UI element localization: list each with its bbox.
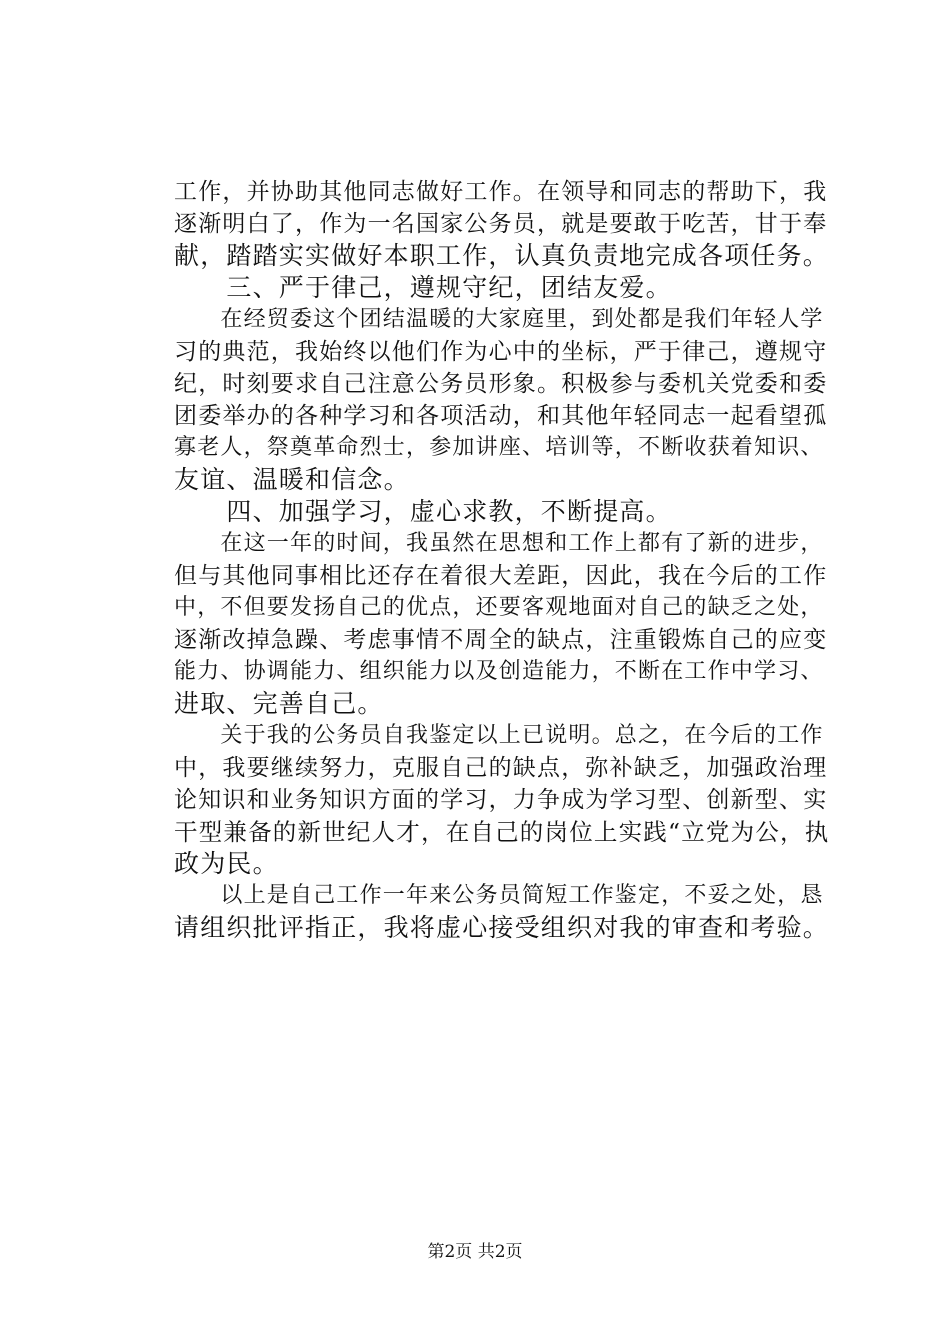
text-line: 中，我要继续努力，克服自己的缺点，弥补缺乏，加强政治理: [174, 755, 828, 781]
section-heading: 三、严于律己，遵规守纪，团结友爱。: [174, 273, 672, 302]
text-line: 关于我的公务员自我鉴定以上已说明。总之，在今后的工作: [174, 723, 824, 748]
text-line: 献，踏踏实实做好本职工作，认真负责地完成各项任务。: [174, 241, 830, 270]
text-line: 能力、协调能力、组织能力以及创造能力，不断在工作中学习、: [174, 659, 824, 684]
text-line: 中，不但要发扬自己的优点，还要客观地面对自己的缺乏之处，: [174, 595, 824, 620]
page-number-footer: 第2页 共2页: [427, 1242, 523, 1262]
text-line: 政为民。: [174, 849, 279, 878]
text-line: 团委举办的各种学习和各项活动，和其他年轻同志一起看望孤: [174, 403, 828, 429]
text-line: 论知识和业务知识方面的学习，力争成为学习型、创新型、实: [174, 787, 828, 813]
text-line: 寡老人，祭奠革命烈士，参加讲座、培训等，不断收获着知识、: [174, 435, 824, 460]
text-line: 进取、完善自己。: [174, 689, 384, 718]
text-line: 请组织批评指正，我将虚心接受组织对我的审查和考验。: [174, 913, 830, 942]
text-line: 习的典范，我始终以他们作为心中的坐标，严于律己，遵规守: [174, 339, 828, 365]
text-line: 以上是自己工作一年来公务员简短工作鉴定，不妥之处，恳: [174, 883, 824, 908]
text-line: 干型兼备的新世纪人才，在自己的岗位上实践“立党为公，执: [174, 818, 830, 846]
text-line: 逐渐改掉急躁、考虑事情不周全的缺点，注重锻炼自己的应变: [174, 627, 828, 653]
text-line: 工作，并协助其他同志做好工作。在领导和同志的帮助下，我: [174, 179, 828, 205]
text-line: 友谊、温暖和信念。: [174, 465, 410, 494]
text-line: 纪，时刻要求自己注意公务员形象。积极参与委机关党委和委: [174, 371, 828, 397]
text-line: 在经贸委这个团结温暖的大家庭里，到处都是我们年轻人学: [174, 307, 824, 332]
text-line: 在这一年的时间，我虽然在思想和工作上都有了新的进步，: [174, 531, 824, 556]
text-line: 逐渐明白了，作为一名国家公务员，就是要敢于吃苦，甘于奉: [174, 211, 828, 237]
text-line: 但与其他同事相比还存在着很大差距，因此，我在今后的工作: [174, 563, 828, 589]
section-heading: 四、加强学习，虚心求教，不断提高。: [174, 497, 672, 526]
